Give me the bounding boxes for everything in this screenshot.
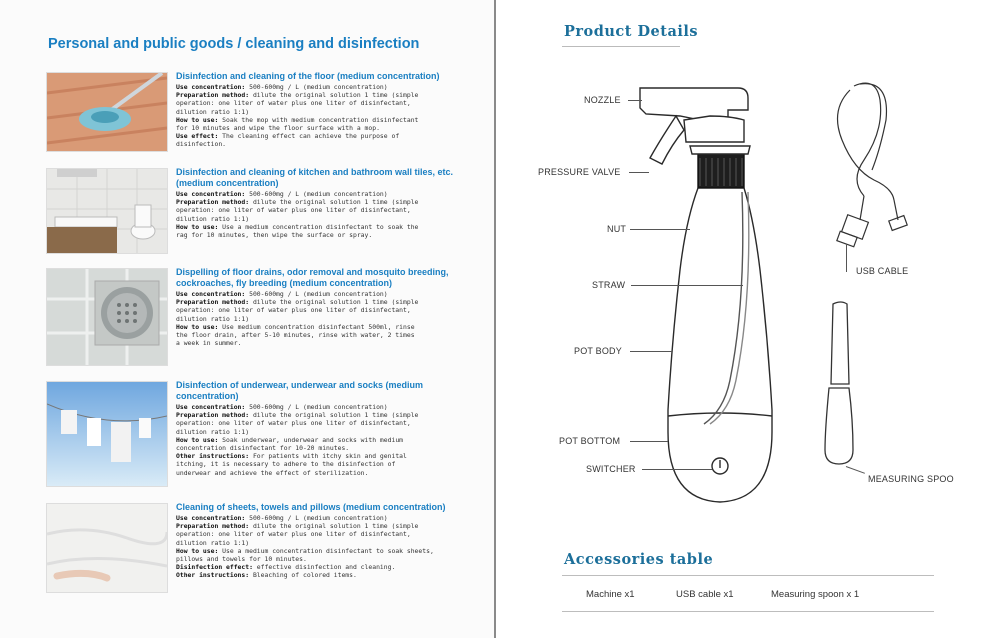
accessories-title: Accessories table bbox=[564, 551, 714, 568]
accessory-machine: Machine x1 bbox=[586, 589, 635, 600]
accessories-top-rule bbox=[562, 575, 934, 576]
bathroom-image bbox=[46, 168, 168, 254]
section-title: Dispelling of floor drains, odor removal and mosquito breeding, cockroaches, fly breeding (medium concentration) bbox=[176, 267, 449, 288]
section-title: Disinfection and cleaning of kitchen and bathroom wall tiles, etc. (medium concentration) bbox=[176, 167, 454, 188]
accessory-usb-cable: USB cable x1 bbox=[676, 589, 734, 600]
label-pressure-valve: PRESSURE VALVE bbox=[538, 167, 621, 177]
leader-switcher bbox=[642, 469, 712, 470]
label-measuring-spoon: MEASURING SPOO bbox=[868, 474, 954, 484]
product-details-title: Product Details bbox=[564, 23, 699, 40]
label-straw: STRAW bbox=[592, 280, 626, 290]
section-underwear-text: Disinfection of underwear, underwear and socks (medium concentration) Use concentration: 500-600mg / L (medium concentration) Preparation method: dilute the original solution 1 time (simple operation: one liter of water plus one liter of disinfectant, dilution ratio 1:1) How to use: Soak underwear, underwear and socks with medium concentration disinfectant for 10-20 minutes. Other instructions: For patients with itchy skin and genital itching, it is necessary to adhere to the disinfection of underwear and achieve the effect of sterilization. bbox=[176, 380, 476, 477]
label-nut: NUT bbox=[607, 224, 627, 234]
accessory-measuring-spoon: Measuring spoon x 1 bbox=[771, 589, 860, 600]
leader-nozzle bbox=[628, 100, 642, 101]
floor-drain-image bbox=[46, 268, 168, 366]
leader-pot-body bbox=[630, 351, 672, 352]
usb-cable-illustration bbox=[820, 70, 910, 260]
section-floor-text: Disinfection and cleaning of the floor (medium concentration) Use concentration: 500-600mg / L (medium concentration) Preparation method: dilute the original solution 1 time (simple operation: one liter of water plus one liter of disinfectant, dilution ratio 1:1) How to use: Soak the mop with medium concentration disinfectant for 10 minutes and wipe the floor surface with a mop. Use effect: The cleaning effect can achieve the purpose of disinfection. bbox=[176, 71, 476, 149]
section-bathroom-text: Disinfection and cleaning of kitchen and bathroom wall tiles, etc. (medium concentration) Use concentration: 500-600mg / L (medium concentration) Preparation method: dilute the original solution 1 time (simple operation: one liter of water plus one liter of disinfectant, dilution ratio 1:1) How to use: Use a medium concentration disinfectant to soak the rag for 10 minutes, then wipe the surface or spray. bbox=[176, 167, 476, 239]
section-sheets-text: Cleaning of sheets, towels and pillows (medium concentration) Use concentration: 500-600mg / L (medium concentration) Preparation method: dilute the original solution 1 time (simple operation: one liter of water plus one liter of disinfectant, dilution ratio 1:1) How to use: Use a medium concentration disinfectant to soak sheets, pillows and towels for 10 minutes. Disinfection effect: effective disinfection and cleaning. Other instructions: Bleaching of colored items. bbox=[176, 502, 476, 580]
section-floor-drain-text: Dispelling of floor drains, odor removal and mosquito breeding, cockroaches, fly breeding (medium concentration) Use concentration: 500-600mg / L (medium concentration) Preparation method: dilute the original solution 1 time (simple operation: one liter of water plus one liter of disinfectant, dilution ratio 1:1) How to use: Use medium concentration disinfectant 500ml, rinse the floor drain, after 5-10 minutes, rinse with water, 2 times a week in summer. bbox=[176, 267, 476, 347]
section-title: Cleaning of sheets, towels and pillows (medium concentration) bbox=[176, 502, 446, 512]
laundry-image bbox=[46, 381, 168, 487]
section-title: Disinfection of underwear, underwear and socks (medium concentration) bbox=[176, 380, 424, 401]
section-title: Disinfection and cleaning of the floor (medium concentration) bbox=[176, 71, 440, 81]
label-pot-bottom: POT BOTTOM bbox=[559, 436, 621, 446]
label-usb-cable: USB CABLE bbox=[856, 266, 909, 276]
leader-usb-cable bbox=[846, 244, 847, 272]
label-nozzle: NOZZLE bbox=[584, 95, 621, 105]
leader-pot-bottom bbox=[630, 441, 668, 442]
leader-straw bbox=[631, 285, 743, 286]
label-pot-body: POT BODY bbox=[574, 346, 622, 356]
mop-floor-image bbox=[46, 72, 168, 152]
page-title: Personal and public goods / cleaning and disinfection bbox=[48, 36, 420, 52]
leader-nut bbox=[630, 229, 690, 230]
title-rule bbox=[562, 46, 680, 47]
label-switcher: SWITCHER bbox=[586, 464, 636, 474]
accessories-bottom-rule bbox=[562, 611, 934, 612]
leader-pressure-valve bbox=[629, 172, 649, 173]
sheets-image bbox=[46, 503, 168, 593]
measuring-spoon-illustration bbox=[815, 300, 865, 470]
